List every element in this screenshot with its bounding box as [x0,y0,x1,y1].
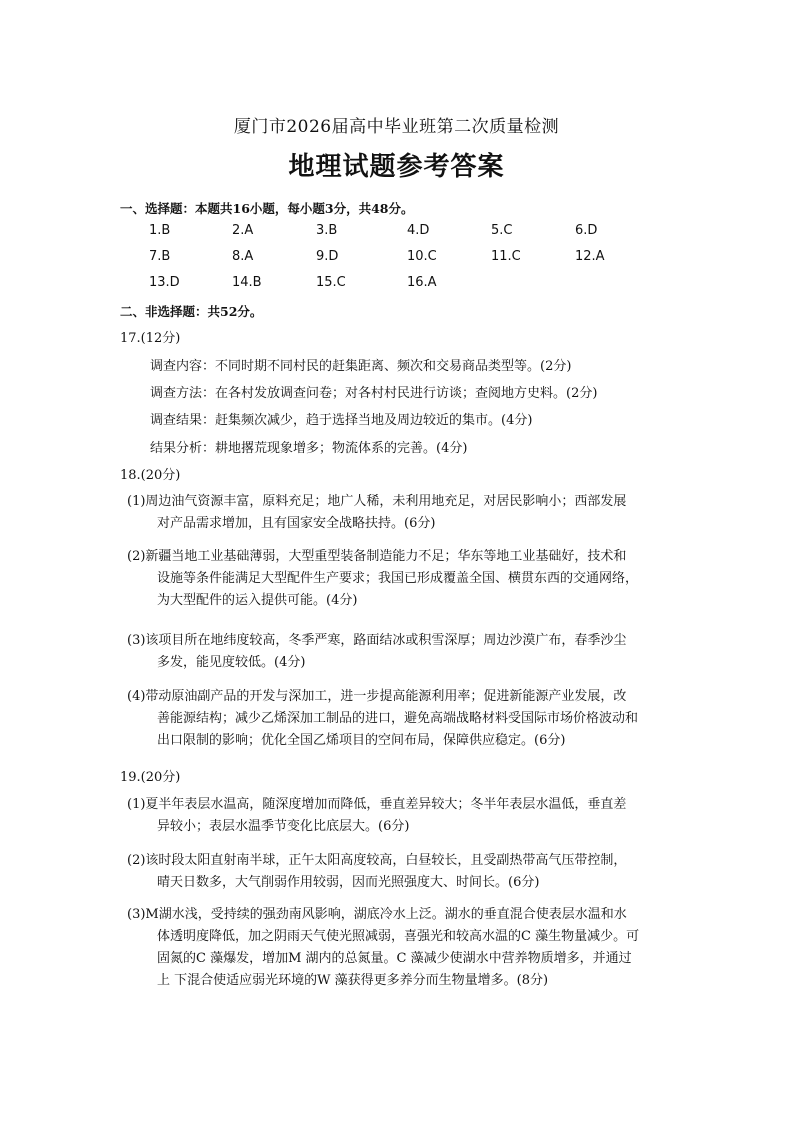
q18-answer-2 [127,546,682,612]
q17-line: 调查方法：在各村发放调查问卷；对各村村民进行访谈；查阅地方史料。(2分) [150,386,598,401]
answer-line: 体透明度降低，加之阴雨天气使光照减弱，喜强光和较高水温的C 藻生物量减少。可 [157,929,640,944]
mc-answer: 13.D [149,275,180,290]
answer-line: (2)该时段太阳直射南半球，正午太阳高度较高，白昼较长，且受副热带高气压带控制， [127,853,627,868]
q17-line: 调查内容：不同时期不同村民的赶集距离、频次和交易商品类型等。(2分) [150,359,572,374]
section1-heading: 一、选择题：本题共16小题，每小题3分，共48分。 [120,201,414,216]
mc-answer: 15.C [316,275,346,290]
question-19-heading: 19.(20分) [120,770,181,785]
question-18-heading: 18.(20分) [120,468,181,483]
exam-subtitle: 厦门市2026届高中毕业班第二次质量检测 [233,117,560,137]
section2-heading: 二、非选择题：共52分。 [120,304,263,319]
q18-answer-3 [127,630,682,674]
q19-answer-3 [127,904,682,992]
answer-line: 晴天日数多，大气削弱作用较弱，因而光照强度大、时间长。(6分) [157,875,540,890]
mc-answer: 14.B [232,275,262,290]
answer-line: (1)周边油气资源丰富，原料充足；地广人稀，未利用地充足，对居民影响小；西部发展 [127,494,627,509]
answer-line: 为大型配件的运入提供可能。(4分) [157,593,358,608]
question-17-heading: 17.(12分) [120,331,181,346]
answer-line: 上 下混合使适应弱光环境的W 藻获得更多养分而生物量增多。(8分) [157,973,549,988]
mc-answer: 3.B [316,223,338,238]
answer-line: 善能源结构；减少乙烯深加工制品的进口，避免高端战略材料受国际市场价格波动和 [157,711,639,726]
mc-answer: 12.A [575,249,605,264]
q19-answer-2 [127,850,682,894]
q17-line: 调查结果：赶集频次减少，趋于选择当地及周边较近的集市。(4分) [150,413,533,428]
page-title: 地理试题参考答案 [288,152,505,182]
q19-answer-1 [127,794,682,838]
answer-line: (1)夏半年表层水温高，随深度增加而降低，垂直差异较大；冬半年表层水温低，垂直差 [127,797,627,812]
answer-line: (4)带动原油副产品的开发与深加工，进一步提高能源利用率；促进新能源产业发展，改 [127,689,627,704]
mc-answer: 11.C [491,249,521,264]
mc-answer: 1.B [149,223,171,238]
q17-line: 结果分析：耕地撂荒现象增多；物流体系的完善。(4分) [150,441,468,456]
answer-line: 多发，能见度较低。(4分) [157,655,306,670]
mc-answer: 9.D [316,249,339,264]
mc-answer: 2.A [232,223,254,238]
mc-answer: 5.C [491,223,513,238]
q18-answer-1 [127,491,682,535]
answer-line: 异较小；表层水温季节变化比底层大。(6分) [157,819,410,834]
answer-line: 对产品需求增加，且有国家安全战略扶持。(6分) [157,516,436,531]
mc-answer: 8.A [232,249,254,264]
mc-answer: 16.A [407,275,437,290]
answer-line: (2)新疆当地工业基础薄弱，大型重型装备制造能力不足；华东等地工业基础好，技术和 [127,549,627,564]
answer-line: 出口限制的影响；优化全国乙烯项目的空间布局，保障供应稳定。(6分) [157,733,566,748]
mc-answer: 4.D [407,223,430,238]
q18-answer-4 [127,686,682,752]
answer-line: 设施等条件能满足大型配件生产要求；我国已形成覆盖全国、横贯东西的交通网络， [157,571,639,586]
mc-answer: 6.D [575,223,598,238]
mc-answer: 10.C [407,249,437,264]
mc-answer: 7.B [149,249,171,264]
answer-line: 固氮的C 藻爆发，增加M 湖内的总氮量。C 藻减少使湖水中营养物质增多，并通过 [157,951,632,966]
answer-line: (3)该项目所在地纬度较高，冬季严寒，路面结冰或积雪深厚；周边沙漠广布，春季沙尘 [127,633,627,648]
answer-line: (3)M湖水浅，受持续的强劲南风影响，湖底冷水上泛。湖水的垂直混合使表层水温和水 [127,907,627,922]
